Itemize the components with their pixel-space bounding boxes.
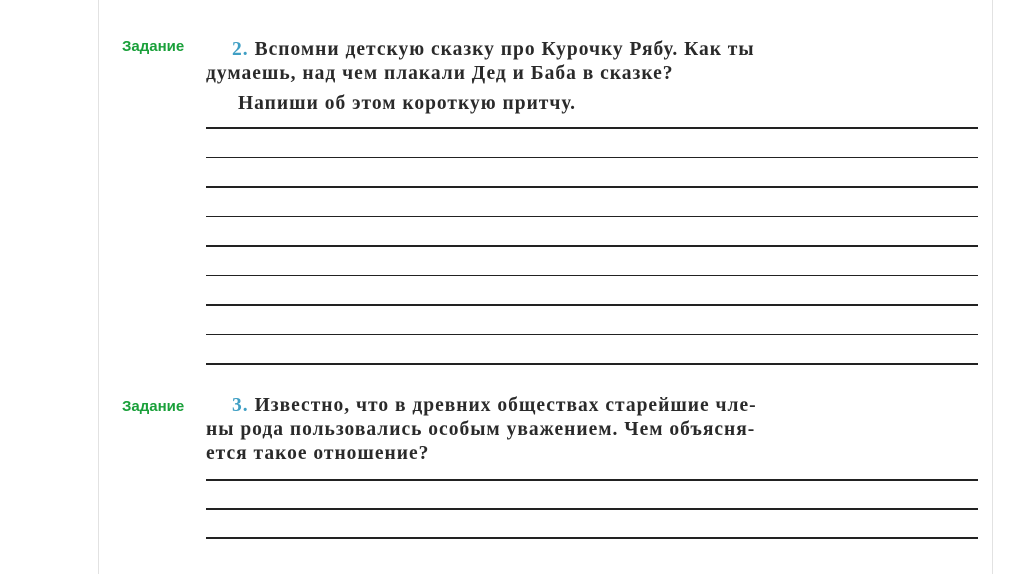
task-3-line-1: Известно, что в древних обществах старейшие чле- bbox=[254, 395, 757, 416]
task-2-question bbox=[206, 38, 986, 86]
answer-line[interactable] bbox=[206, 157, 978, 159]
task-2-instruction: Напиши об этом короткую притчу. bbox=[238, 93, 577, 114]
answer-line[interactable] bbox=[206, 304, 978, 306]
task-3-number: 3. bbox=[232, 395, 249, 416]
task-2-number: 2. bbox=[232, 39, 249, 60]
answer-line[interactable] bbox=[206, 363, 978, 365]
answer-line[interactable] bbox=[206, 186, 978, 188]
answer-line[interactable] bbox=[206, 127, 978, 129]
task-label-2: Задание bbox=[122, 38, 185, 55]
task-3-line-2: ны рода пользовались особым уважением. Чем объясня- bbox=[206, 419, 756, 440]
task-2-block bbox=[206, 38, 986, 116]
task-3-line-3: ется такое отношение? bbox=[206, 443, 430, 464]
task-2-line-1: Вспомни детскую сказку про Курочку Рябу. Как ты bbox=[254, 39, 755, 60]
task-3-question bbox=[206, 394, 986, 466]
answer-line[interactable] bbox=[206, 275, 978, 277]
answer-line[interactable] bbox=[206, 245, 978, 247]
task-label-3: Задание bbox=[122, 398, 185, 415]
answer-line[interactable] bbox=[206, 216, 978, 218]
answer-line[interactable] bbox=[206, 537, 978, 539]
answer-line[interactable] bbox=[206, 334, 978, 336]
left-margin-rule bbox=[98, 0, 99, 574]
answer-line[interactable] bbox=[206, 508, 978, 510]
answer-line[interactable] bbox=[206, 479, 978, 481]
task-2-line-2: думаешь, над чем плакали Дед и Баба в сказке? bbox=[206, 63, 674, 84]
task-3-block bbox=[206, 394, 986, 466]
right-margin-rule bbox=[992, 0, 993, 574]
